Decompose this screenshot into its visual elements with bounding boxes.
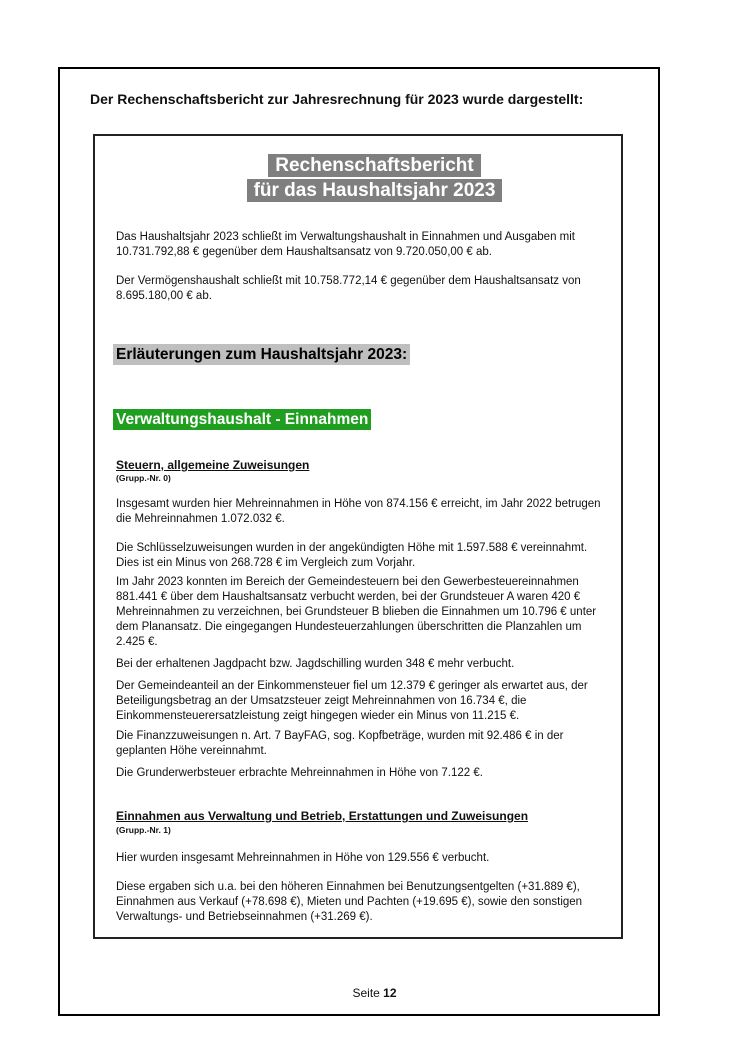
footer-label: Seite xyxy=(352,986,380,1000)
heading-verwaltungshaushalt-einnahmen: Verwaltungshaushalt - Einnahmen xyxy=(113,409,371,430)
title-line-2 xyxy=(0,179,749,202)
subheading-verwaltung-betrieb: Einnahmen aus Verwaltung und Betrieb, Erstattungen und Zuweisungen xyxy=(116,809,529,823)
subheading-steuern: Steuern, allgemeine Zuweisungen xyxy=(116,458,310,472)
title-line-1-text: Rechenschaftsbericht xyxy=(268,154,481,177)
paragraph-mehreinnahmen: Insgesamt wurden hier Mehreinnahmen in Höhe von 874.156 € erreicht, im Jahr 2022 betrugen die Mehreinnahmen 1.072.032 €. xyxy=(116,498,601,525)
title-line-1 xyxy=(0,154,749,177)
paragraph-benutzungsentgelte: Diese ergaben sich u.a. bei den höheren Einnahmen bei Benutzungsentgelten (+31.889 €), Einnahmen aus Verkauf (+78.698 €), Mieten und Pachten (+19.695 €), sowie den sonstigen Verwaltungs- und Betriebseinnahmen (+31.269 €). xyxy=(116,881,583,923)
title-line-2-text: für das Haushaltsjahr 2023 xyxy=(247,179,503,202)
paragraph-vermoegenshaushalt: Der Vermögenshaushalt schließt mit 10.758.772,14 € gegenüber dem Haushaltsansatz von 8.695.180,00 € ab. xyxy=(116,275,581,302)
paragraph-schluesselzuweisungen: Die Schlüsselzuweisungen wurden in der angekündigten Höhe mit 1.597.588 € vereinnahmt. Dies ist ein Minus von 268.728 € im Vergleich zum Vorjahr. xyxy=(116,542,588,569)
paragraph-grunderwerbsteuer: Die Grunderwerbsteuer erbrachte Mehreinnahmen in Höhe von 7.122 €. xyxy=(116,767,483,779)
paragraph-finanzzuweisungen: Die Finanzzuweisungen n. Art. 7 BayFAG, sog. Kopfbeträge, wurden mit 92.486 € in der geplanten Höhe vereinnahmt. xyxy=(116,730,564,757)
heading-explanations: Erläuterungen zum Haushaltsjahr 2023: xyxy=(113,344,410,365)
paragraph-jagdpacht: Bei der erhaltenen Jagdpacht bzw. Jagdschilling wurden 348 € mehr verbucht. xyxy=(116,658,515,670)
group-number-1: (Grupp.-Nr. 1) xyxy=(116,825,171,835)
paragraph-einkommensteuer: Der Gemeindeanteil an der Einkommensteuer fiel um 12.379 € geringer als erwartet aus, der Beteiligungsbetrag an der Umsatzsteuer zeigt Mehreinnahmen von 16.734 €, die Einkommensteuerersatzleistung zeigt hingegen wieder ein Minus von 11.215 €. xyxy=(116,680,588,722)
intro-text: Der Rechenschaftsbericht zur Jahresrechnung für 2023 wurde dargestellt: xyxy=(90,91,584,107)
paragraph-gemeindesteuern: Im Jahr 2023 konnten im Bereich der Gemeindesteuern bei den Gewerbesteuereinnahmen 881.441 € über dem Haushaltsansatz verbucht werden, bei der Grundsteuer A waren 420 € Mehreinnahmen zu verzeichnen, bei Grundsteuer B blieben die Einnahmen um 10.796 € unter dem Planansatz. Die eingegangen Hundesteuerzahlungen überschritten die Planzahlen um 2.425 €. xyxy=(116,576,597,648)
page-number: 12 xyxy=(383,986,397,1000)
paragraph-verwaltungshaushalt: Das Haushaltsjahr 2023 schließt im Verwaltungshaushalt in Einnahmen und Ausgaben mit 10.731.792,88 € gegenüber dem Haushaltsansatz von 9.720.050,00 € ab. xyxy=(116,231,575,258)
paragraph-insgesamt-mehreinnahmen: Hier wurden insgesamt Mehreinnahmen in Höhe von 129.556 € verbucht. xyxy=(116,852,490,864)
group-number-0: (Grupp.-Nr. 0) xyxy=(116,473,171,483)
page-footer xyxy=(0,986,749,1000)
